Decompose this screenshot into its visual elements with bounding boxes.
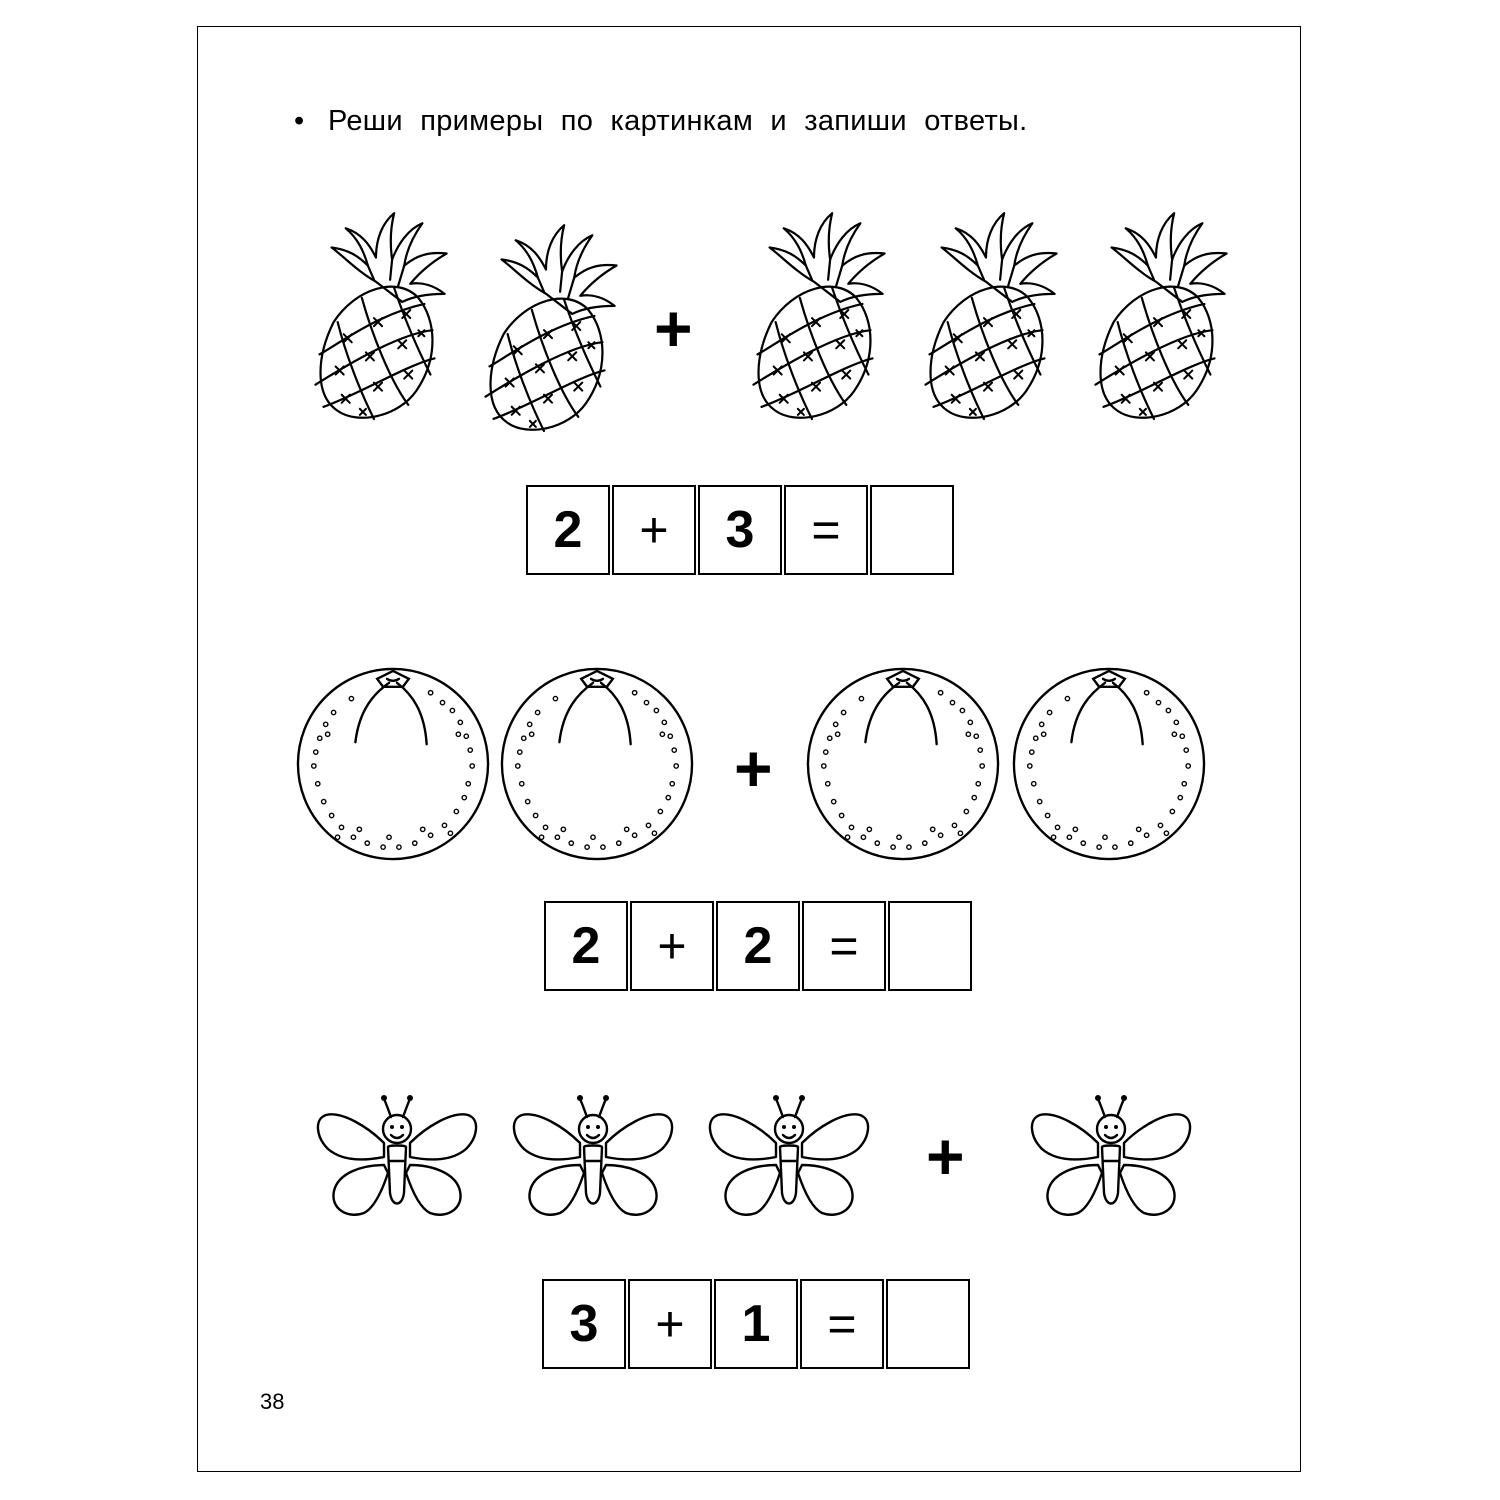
equation-equals-cell: =: [784, 485, 868, 575]
plus-sign: +: [654, 291, 693, 365]
bullet: •: [294, 105, 305, 137]
orange-icon: [804, 663, 1002, 861]
orange-icon: [1010, 663, 1208, 861]
answer-box[interactable]: [886, 1279, 970, 1369]
equation-equals-cell: =: [800, 1279, 884, 1369]
plus-sign: +: [734, 731, 773, 805]
equation-3: [542, 1279, 970, 1367]
answer-box[interactable]: [888, 901, 972, 991]
pineapple-icon: [464, 205, 632, 437]
equation-equals-cell: =: [802, 901, 886, 991]
page-number: 38: [260, 1389, 285, 1414]
butterfly-icon: [312, 1085, 482, 1225]
workbook-page: [197, 26, 1301, 1472]
pineapple-icon: [904, 193, 1072, 425]
equation-operator-cell: +: [630, 901, 714, 991]
answer-box[interactable]: [870, 485, 954, 575]
instruction-text: Реши примеры по картинкам и запиши ответы.: [328, 105, 1028, 137]
pineapple-icon: [1074, 193, 1242, 425]
equation-operator-cell: +: [628, 1279, 712, 1369]
orange-icon: [498, 663, 696, 861]
equation-operator-cell: +: [612, 485, 696, 575]
orange-icon: [294, 663, 492, 861]
equation-cell: 3: [698, 485, 782, 575]
butterfly-icon: [704, 1085, 874, 1225]
equation-cell: 2: [526, 485, 610, 575]
pineapple-icon: [732, 193, 900, 425]
plus-sign: +: [926, 1119, 965, 1193]
equation-cell: 3: [542, 1279, 626, 1369]
butterfly-icon: [1026, 1085, 1196, 1225]
equation-2: [544, 901, 972, 989]
equation-cell: 2: [716, 901, 800, 991]
equation-1: [526, 485, 954, 573]
equation-cell: 2: [544, 901, 628, 991]
pineapple-icon: [294, 193, 462, 425]
butterfly-icon: [508, 1085, 678, 1225]
equation-cell: 1: [714, 1279, 798, 1369]
